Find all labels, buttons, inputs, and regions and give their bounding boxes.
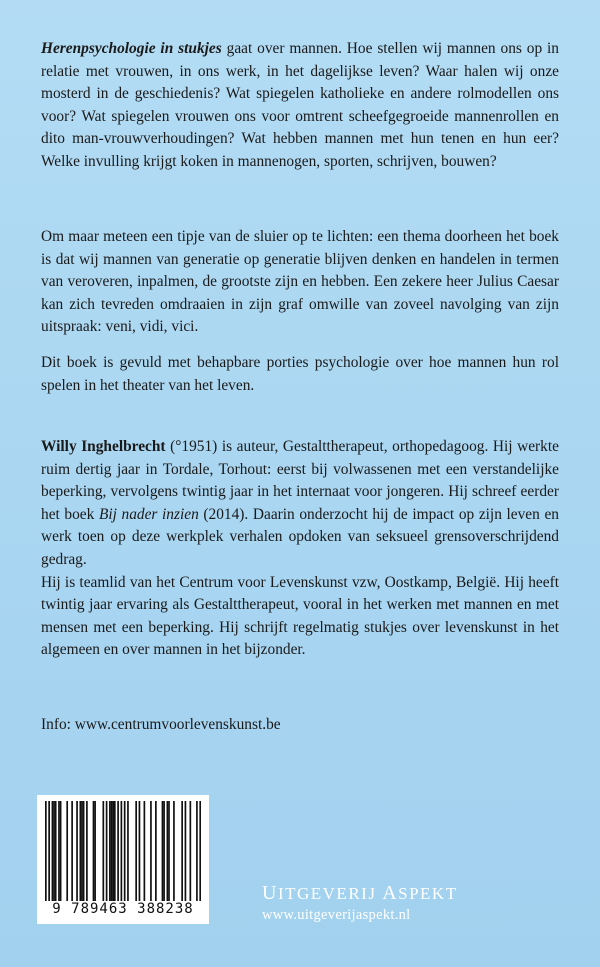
intro-text: gaat over mannen. Hoe stellen wij mannen ons op in relatie met vrouwen, in ons werk, in het dagelijkse leven? Waar halen wij onze mosterd in de geschiedenis? Wat spiegelen katholieke en andere rolmodellen ons voor? Wat spiegelen vrouwen ons voor omtrent scheefgegroeide mannenrollen en dito man-vrouwverhoudingen? Wat hebben mannen met hun tenen en hun eer? Welke invulling krijgt koken in mannenogen, sporten, schrijven, bouwen? bbox=[41, 40, 559, 170]
barcode-bar bbox=[93, 801, 95, 901]
barcode-bar bbox=[185, 801, 187, 901]
intro-paragraph bbox=[41, 38, 559, 174]
bio-text-2: (2014). Daarin onderzocht hij de impact op zijn leven en werk toen op deze werkplek verhalen opdoken van seksueel grensoverschrijdend gedrag. bbox=[41, 505, 559, 568]
isbn-digits: 9 789463 388238 bbox=[52, 901, 194, 917]
barcode-bar bbox=[94, 801, 96, 901]
barcode-bar bbox=[45, 801, 47, 901]
barcode-bar bbox=[109, 801, 111, 901]
author-bio bbox=[41, 436, 559, 662]
barcode-bars bbox=[45, 801, 201, 901]
barcode-bar bbox=[111, 801, 113, 901]
barcode-bar bbox=[124, 801, 126, 901]
barcode-bar bbox=[144, 801, 146, 901]
barcode-bar bbox=[53, 801, 55, 901]
barcode-bar bbox=[135, 801, 137, 901]
barcode-bar bbox=[79, 801, 81, 901]
barcode-bar bbox=[114, 801, 116, 901]
barcode-bar bbox=[102, 801, 104, 901]
barcode-bar bbox=[121, 801, 123, 901]
barcode-bar bbox=[52, 801, 54, 901]
author-name: Willy Inghelbrecht bbox=[41, 438, 166, 455]
bio-text-1: (°1951) is auteur, Gestalttherapeut, orthopedagoog. Hij werkte ruim dertig jaar in Tordale, Torhout: eerst bij volwassenen met een verstandelijke beperking, vervolgens twintig jaar in het internaat voor jongeren. Hij schreef eerder het boek bbox=[41, 438, 559, 523]
barcode-bar bbox=[199, 801, 201, 901]
barcode-bar bbox=[83, 801, 85, 901]
theme-paragraph bbox=[41, 226, 559, 339]
barcode-bar bbox=[127, 801, 129, 901]
summary-text: Dit boek is gevuld met behapbare porties psychologie over hoe mannen hun rol spelen in het theater van het leven. bbox=[41, 354, 559, 394]
previous-book-title: Bij nader inzien bbox=[98, 505, 199, 523]
book-title: Herenpsychologie in stukjes bbox=[41, 40, 222, 57]
barcode-bar bbox=[196, 801, 198, 901]
barcode-bar bbox=[155, 801, 157, 901]
barcode-bar bbox=[190, 801, 192, 901]
publisher-url: www.uitgeverijaspekt.nl bbox=[262, 907, 411, 923]
barcode-bar bbox=[117, 801, 119, 901]
barcode-bar bbox=[86, 801, 88, 901]
barcode-bar bbox=[163, 801, 165, 901]
bio-text-3: Hij is teamlid van het Centrum voor Levenskunst vzw, Oostkamp, België. Hij heeft twintig jaar ervaring als Gestalttherapeut, vooral in het werken met mannen en met mensen met een beperking. Hij schrijft regelmatig stukjes over levenskunst in het algemeen en over mannen in het bijzonder. bbox=[41, 573, 559, 659]
barcode-bar bbox=[162, 801, 164, 901]
barcode-bar bbox=[181, 801, 183, 901]
summary-paragraph bbox=[41, 352, 559, 397]
barcode-bar bbox=[173, 801, 175, 901]
info-line bbox=[41, 714, 559, 737]
barcode-bar bbox=[48, 801, 50, 901]
barcode-bar bbox=[167, 801, 169, 901]
publisher-name: UITGEVERIJ ASPEKT bbox=[262, 882, 458, 904]
barcode-bar bbox=[58, 801, 60, 901]
info-text: Info: www.centrumvoorlevenskunst.be bbox=[41, 716, 281, 733]
barcode-bar bbox=[76, 801, 78, 901]
barcode-bar bbox=[168, 801, 170, 901]
barcode-bar bbox=[71, 801, 73, 901]
barcode-bar bbox=[81, 801, 83, 901]
barcode-bar bbox=[55, 801, 57, 901]
barcode-bar bbox=[150, 801, 152, 901]
barcode-bar bbox=[106, 801, 108, 901]
barcode bbox=[37, 795, 209, 924]
barcode-bar bbox=[66, 801, 68, 901]
barcode-bar bbox=[112, 801, 114, 901]
barcode-bar bbox=[60, 801, 62, 901]
barcode-bar bbox=[139, 801, 141, 901]
theme-text: Om maar meteen een tipje van de sluier op te lichten: een thema doorheen het boek is dat wij mannen van generatie op generatie blijven denken en handelen in termen van veroveren, inpalmen, de grootste zijn en hebben. Een zekere heer Julius Caesar kan zich tevreden omdraaien in zijn graf omwille van zoveel navolging van zijn uitspraak: veni, vidi, vici. bbox=[41, 228, 559, 336]
